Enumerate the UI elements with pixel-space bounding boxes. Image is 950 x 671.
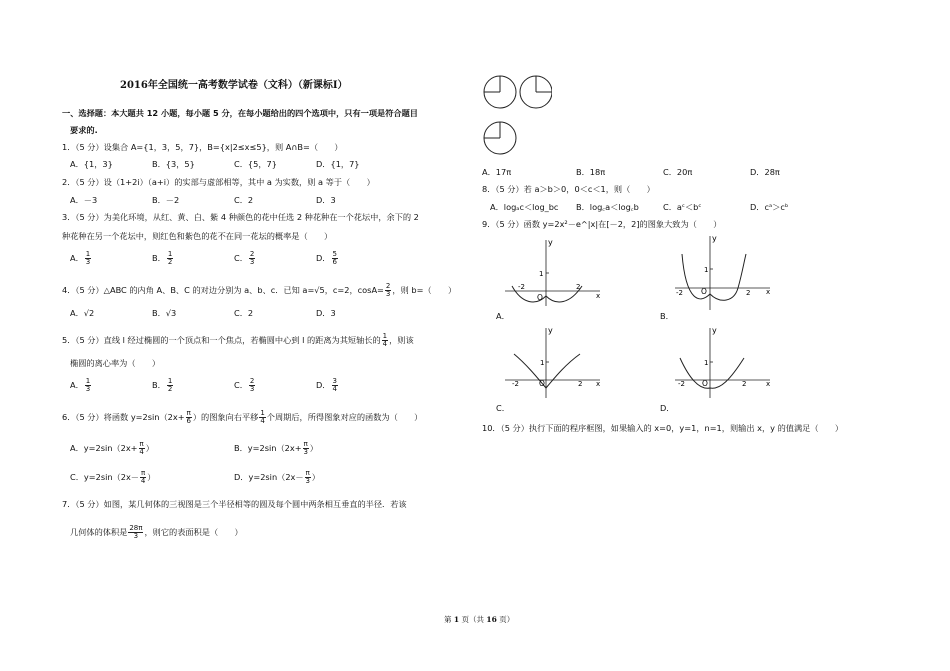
question-3-stem-cont: 种花种在另一个花坛中，则红色和紫色的花不在同一花坛的概率是（ ） (62, 231, 333, 241)
question-4-stem: 4．（5 分）△ABC 的内角 A、B、C 的对边分别为 a、b、c．已知 a=√5，c=2，cosA= $\frac{2}{3}$ ，则 b=（ ） (62, 282, 457, 298)
q9-option-d-label: D． (660, 403, 675, 413)
q2-option-a: A．－3 (70, 195, 98, 205)
q8-option-d: D．cᵃ＞cᵇ (750, 202, 789, 212)
question-7-stem-cont: 几何体的体积是 $\frac{28\pi}{3}$ ，则它的表面积是（ ） (70, 524, 243, 540)
q7-option-a: A．17π (482, 167, 512, 177)
q9-option-b-label: B． (660, 311, 674, 321)
q5-option-d: D． $\frac{3}{4}$ (316, 377, 337, 393)
q5-option-a: A． $\frac{1}{3}$ (70, 377, 91, 393)
q5-option-b: B． $\frac{1}{2}$ (152, 377, 173, 393)
graph-d-tick-1: 1 (704, 359, 709, 367)
question-1-stem: 1．（5 分）设集合 A={1，3，5，7}，B={x|2≤x≤5}，则 A∩B=（ ） (62, 142, 343, 152)
graph-c-x-label: x (596, 380, 601, 388)
question-5-stem-cont: 椭圆的离心率为（ ） (70, 358, 161, 368)
q1-option-d: D．{1，7} (316, 159, 360, 169)
q1-option-b: B．{3，5} (152, 159, 195, 169)
question-5-stem: 5．（5 分）直线 l 经过椭圆的一个顶点和一个焦点，若椭圆中心到 l 的距离为其短轴长的 $\frac{1}{4}$ ，则该 (62, 332, 414, 348)
current-page-number: 1 (453, 615, 460, 624)
graph-d-y-label: y (712, 326, 717, 335)
graph-d-origin: O (702, 379, 708, 388)
graph-a-y-label: y (548, 238, 553, 247)
graph-b-tick-neg2: -2 (676, 289, 683, 297)
graph-a-tick-neg2: -2 (518, 283, 525, 291)
q1-option-a: A．{1，3} (70, 159, 113, 169)
q6-option-c: C．y=2sin（2x－ $\frac{\pi}{4}$ ） (70, 469, 156, 485)
q4-option-d: D．3 (316, 308, 336, 318)
q2-option-b: B．－2 (152, 195, 180, 205)
graph-c-tick-2: 2 (578, 380, 583, 388)
q6-option-a: A．y=2sin（2x+ $\frac{\pi}{4}$ ） (70, 440, 154, 456)
question-2-stem: 2．（5 分）设（1+2i）（a+i）的实部与虚部相等，其中 a 为实数，则 a 等于（ ） (62, 177, 375, 187)
q4-option-b: B．√3 (152, 308, 177, 318)
q9-option-c-label: C． (496, 403, 510, 413)
page-footer: 第 1 页（共 16 页） (444, 615, 515, 624)
graph-b-origin: O (701, 287, 707, 296)
graph-option-a (500, 236, 605, 308)
graph-a-origin: O (537, 293, 543, 302)
three-view-figure (482, 74, 552, 156)
graph-d-tick-neg2: -2 (678, 380, 685, 388)
question-8-stem: 8．（5 分）若 a＞b＞0，0＜c＜1，则（ ） (482, 184, 655, 194)
graph-c-tick-1: 1 (540, 359, 545, 367)
q3-option-b: B． $\frac{1}{2}$ (152, 250, 173, 266)
graph-c-tick-neg2: -2 (512, 380, 519, 388)
q7-option-b: B．18π (576, 167, 606, 177)
page-title: 2016年全国统一高考数学试卷（文科）（新课标Ⅰ） (120, 80, 348, 91)
question-7-stem: 7．（5 分）如图，某几何体的三视图是三个半径相等的圆及每个圆中两条相互垂直的半径．若该 (62, 499, 407, 509)
graph-b-x-label: x (766, 288, 771, 296)
graph-option-d (670, 324, 775, 400)
q9-option-a-label: A． (496, 311, 510, 321)
q5-option-c: C． $\frac{2}{3}$ (234, 377, 255, 393)
graph-a-tick-1: 1 (539, 270, 544, 278)
q3-option-c: C． $\frac{2}{3}$ (234, 250, 255, 266)
question-9-stem: 9．（5 分）函数 y=2x²－e^|x|在[－2，2]的图象大致为（ ） (482, 219, 722, 229)
q8-option-a: A．logₐc＜log_bc (490, 202, 559, 212)
graph-option-c (500, 324, 605, 400)
graph-b-tick-1: 1 (704, 266, 709, 274)
question-3-stem: 3．（5 分）为美化环境，从红、黄、白、紫 4 种颜色的花中任选 2 种花种在一个花坛中，余下的 2 (62, 212, 419, 222)
graph-a-tick-2: 2 (576, 283, 581, 291)
q8-option-c: C．aᶜ＜bᶜ (663, 202, 702, 212)
q4-option-a: A．√2 (70, 308, 95, 318)
graph-b-tick-2: 2 (746, 289, 751, 297)
q7-option-c: C．20π (663, 167, 693, 177)
q3-option-a: A． $\frac{1}{3}$ (70, 250, 91, 266)
section-heading: 一、选择题：本大题共 12 小题，每小题 5 分，在每小题给出的四个选项中，只有一项是符合题目 (62, 108, 418, 118)
graph-c-y-label: y (548, 326, 553, 335)
graph-c-origin: O (539, 379, 545, 388)
graph-a-x-label: x (596, 292, 601, 300)
question-10-stem: 10．（5 分）执行下面的程序框图，如果输入的 x=0，y=1，n=1，则输出 x，y 的值满足（ ） (482, 423, 844, 433)
q2-option-d: D．3 (316, 195, 336, 205)
graph-option-b (670, 232, 775, 312)
q3-option-d: D． $\frac{5}{6}$ (316, 250, 337, 266)
q2-option-c: C．2 (234, 195, 254, 205)
section-heading-cont: 要求的. (70, 125, 98, 135)
q8-option-b: B．log꜀a＜log꜀b (576, 202, 639, 212)
q7-option-d: D．28π (750, 167, 780, 177)
graph-b-y-label: y (712, 234, 717, 243)
question-6-stem: 6．（5 分）将函数 y=2sin（2x+ $\frac{\pi}{6}$ ）的图象向右平移 $\frac{1}{4}$ 个周期后，所得图象对应的函数为（ ） (62, 409, 423, 425)
q6-option-d: D．y=2sin（2x－ $\frac{\pi}{3}$ ） (234, 469, 320, 485)
q4-option-c: C．2 (234, 308, 254, 318)
graph-d-x-label: x (766, 380, 771, 388)
q1-option-c: C．{5，7} (234, 159, 277, 169)
q6-option-b: B．y=2sin（2x+ $\frac{\pi}{3}$ ） (234, 440, 318, 456)
graph-d-tick-2: 2 (742, 380, 747, 388)
total-pages: 16 (486, 615, 497, 624)
